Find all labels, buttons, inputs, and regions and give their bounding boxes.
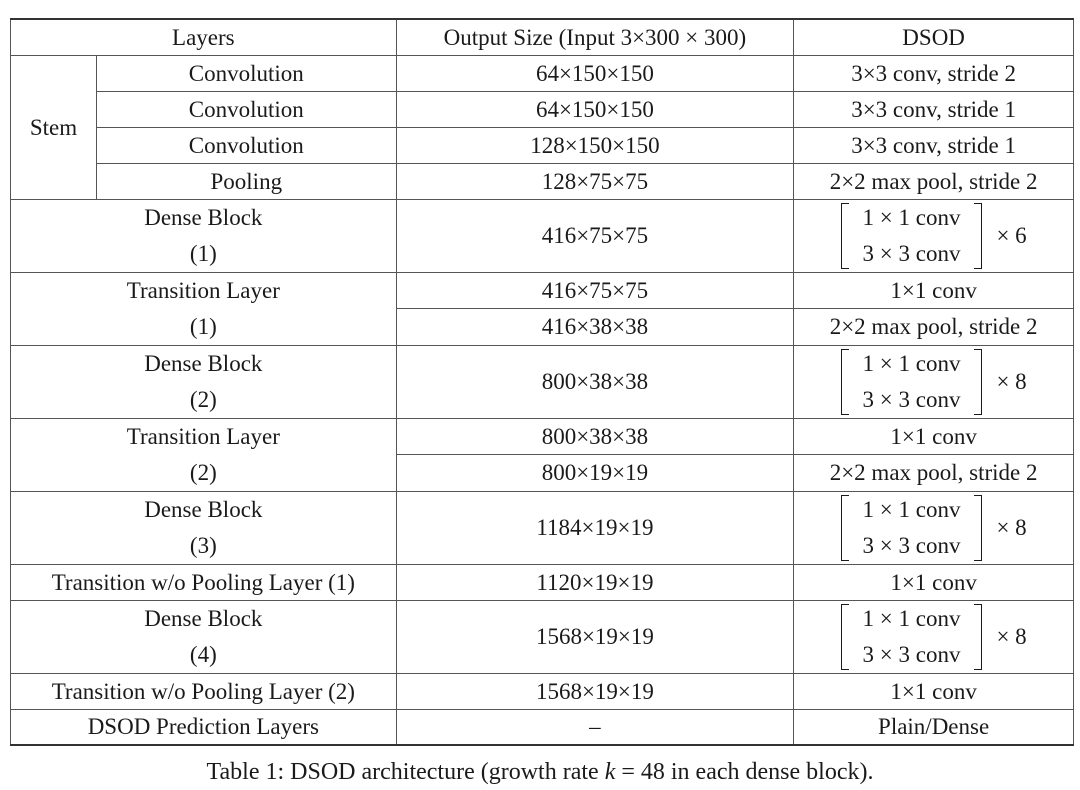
layer-name: Dense Block	[144, 605, 263, 631]
conv-line: 3 × 3 conv	[862, 386, 961, 412]
table-row	[11, 91, 1074, 127]
dsod-cell: 1×1 conv	[794, 673, 1074, 709]
output-cell: 128×75×75	[396, 163, 794, 199]
dsod-cell: 3×3 conv, stride 2	[794, 55, 1074, 91]
conv-line: 1 × 1 conv	[862, 496, 961, 522]
layer-cell: Convolution	[96, 91, 396, 127]
dsod-cell	[794, 600, 1074, 673]
layer-index: (1)	[189, 240, 217, 266]
output-cell: 800×19×19	[396, 455, 794, 492]
caption-suffix: = 48 in each dense block).	[615, 759, 874, 785]
dense-block-4-label	[11, 600, 397, 673]
layer-cell: Pooling	[96, 163, 396, 199]
table-row	[11, 673, 1074, 709]
dense-block-1-label	[11, 199, 397, 272]
output-cell: 128×150×150	[396, 127, 794, 163]
output-cell: 64×150×150	[396, 91, 794, 127]
output-cell: 64×150×150	[396, 55, 794, 91]
transition-layer-1-label	[11, 272, 397, 345]
conv-bracket	[841, 346, 983, 418]
repeat-count: × 8	[996, 369, 1027, 394]
output-cell: 800×38×38	[396, 345, 794, 418]
conv-line: 1 × 1 conv	[862, 204, 961, 230]
table-row	[11, 272, 1074, 309]
table-caption	[0, 760, 1080, 784]
architecture-table	[10, 18, 1074, 746]
prediction-layers-label: DSOD Prediction Layers	[11, 709, 397, 745]
conv-line: 1 × 1 conv	[862, 605, 961, 631]
layer-name: Transition Layer	[126, 423, 280, 449]
output-cell: 416×38×38	[396, 309, 794, 346]
header-output-size: Output Size (Input 3×300 × 300)	[396, 19, 794, 55]
table-row	[11, 163, 1074, 199]
dense-block-2-label	[11, 345, 397, 418]
repeat-count: × 8	[996, 515, 1027, 540]
dsod-cell: 3×3 conv, stride 1	[794, 127, 1074, 163]
table-row	[11, 345, 1074, 418]
table-row	[11, 127, 1074, 163]
layer-index: (3)	[189, 532, 217, 558]
conv-line: 3 × 3 conv	[862, 240, 961, 266]
repeat-count: × 8	[996, 624, 1027, 649]
layer-name: Transition Layer	[126, 277, 280, 303]
output-cell: 800×38×38	[396, 418, 794, 455]
layer-index: (1)	[189, 313, 217, 339]
table-row	[11, 418, 1074, 455]
caption-variable: k	[604, 759, 616, 785]
conv-line: 3 × 3 conv	[862, 532, 961, 558]
dsod-cell	[794, 199, 1074, 272]
header-dsod: DSOD	[794, 19, 1074, 55]
dsod-cell	[794, 491, 1074, 564]
dsod-cell: 2×2 max pool, stride 2	[794, 309, 1074, 346]
layer-index: (2)	[189, 386, 217, 412]
output-cell: –	[396, 709, 794, 745]
table-row	[11, 55, 1074, 91]
conv-line: 1 × 1 conv	[862, 350, 961, 376]
table-row	[11, 199, 1074, 272]
dsod-cell: 2×2 max pool, stride 2	[794, 163, 1074, 199]
transition-wo-pooling-2-label: Transition w/o Pooling Layer (2)	[11, 673, 397, 709]
dsod-cell: 3×3 conv, stride 1	[794, 91, 1074, 127]
conv-bracket	[841, 492, 983, 564]
output-cell: 1184×19×19	[396, 491, 794, 564]
output-cell: 1568×19×19	[396, 673, 794, 709]
transition-wo-pooling-1-label: Transition w/o Pooling Layer (1)	[11, 564, 397, 600]
conv-bracket	[841, 200, 983, 272]
header-row	[11, 19, 1074, 55]
output-cell: 416×75×75	[396, 272, 794, 309]
dsod-cell: 1×1 conv	[794, 564, 1074, 600]
dsod-cell	[794, 345, 1074, 418]
repeat-count: × 6	[996, 223, 1027, 248]
dense-block-3-label	[11, 491, 397, 564]
layer-name: Dense Block	[144, 204, 263, 230]
layer-cell: Convolution	[96, 55, 396, 91]
layer-index: (4)	[189, 641, 217, 667]
layer-name: Dense Block	[144, 350, 263, 376]
table-row	[11, 564, 1074, 600]
output-cell: 1120×19×19	[396, 564, 794, 600]
layer-name: Dense Block	[144, 496, 263, 522]
layer-index: (2)	[189, 459, 217, 485]
conv-bracket	[841, 601, 983, 673]
header-layers: Layers	[11, 19, 397, 55]
table-row	[11, 491, 1074, 564]
conv-line: 3 × 3 conv	[862, 641, 961, 667]
table-row	[11, 600, 1074, 673]
transition-layer-2-label	[11, 418, 397, 491]
table-row	[11, 709, 1074, 745]
dsod-cell: Plain/Dense	[794, 709, 1074, 745]
output-cell: 416×75×75	[396, 199, 794, 272]
dsod-cell: 1×1 conv	[794, 418, 1074, 455]
dsod-cell: 1×1 conv	[794, 272, 1074, 309]
caption-prefix: Table 1: DSOD architecture (growth rate	[206, 759, 605, 785]
output-cell: 1568×19×19	[396, 600, 794, 673]
layer-cell: Convolution	[96, 127, 396, 163]
stem-label: Stem	[11, 55, 97, 199]
dsod-cell: 2×2 max pool, stride 2	[794, 455, 1074, 492]
